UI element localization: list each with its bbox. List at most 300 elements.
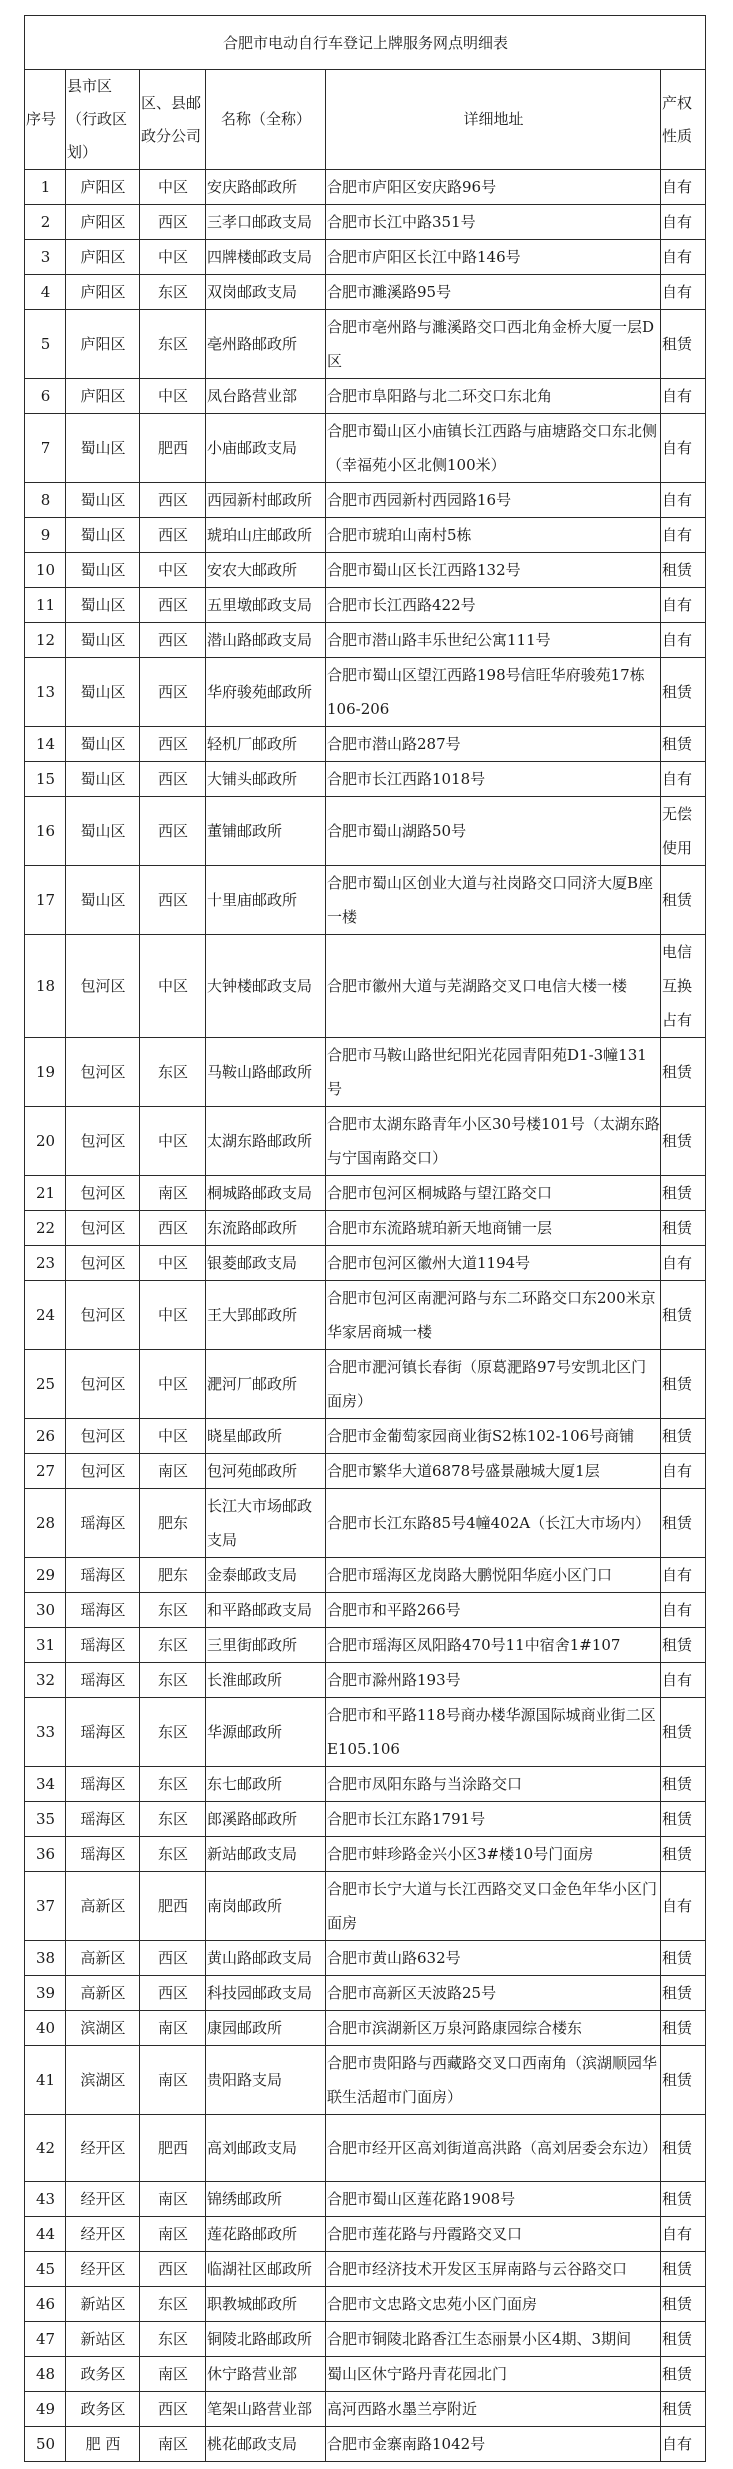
cell-name: 锦绣邮政所 [206, 2182, 326, 2217]
cell-property: 租赁 [661, 2392, 706, 2427]
cell-no: 12 [25, 623, 66, 658]
cell-branch: 肥东 [140, 1558, 206, 1593]
cell-property: 租赁 [661, 1767, 706, 1802]
cell-name: 康园邮政所 [206, 2011, 326, 2046]
cell-property: 自有 [661, 170, 706, 205]
cell-district: 瑶海区 [66, 1802, 140, 1837]
cell-name: 马鞍山路邮政所 [206, 1038, 326, 1107]
cell-property: 租赁 [661, 2046, 706, 2115]
cell-district: 蜀山区 [66, 797, 140, 866]
service-points-table [24, 15, 706, 2462]
cell-district: 包河区 [66, 1107, 140, 1176]
cell-branch: 西区 [140, 1211, 206, 1246]
cell-branch: 西区 [140, 1941, 206, 1976]
cell-no: 49 [25, 2392, 66, 2427]
cell-name: 铜陵北路邮政所 [206, 2322, 326, 2357]
cell-no: 50 [25, 2427, 66, 2462]
cell-address: 合肥市长江西路1018号 [326, 762, 661, 797]
cell-name: 太湖东路邮政所 [206, 1107, 326, 1176]
cell-district: 滨湖区 [66, 2046, 140, 2115]
cell-address: 合肥市徽州大道与芜湖路交叉口电信大楼一楼 [326, 935, 661, 1038]
table-row [25, 1246, 706, 1281]
cell-property: 租赁 [661, 1419, 706, 1454]
cell-district: 庐阳区 [66, 310, 140, 379]
cell-district: 经开区 [66, 2115, 140, 2182]
cell-property: 自有 [661, 623, 706, 658]
cell-district: 瑶海区 [66, 1489, 140, 1558]
cell-branch: 西区 [140, 588, 206, 623]
cell-name: 小庙邮政支局 [206, 414, 326, 483]
cell-property: 自有 [661, 483, 706, 518]
cell-property: 租赁 [661, 1802, 706, 1837]
cell-branch: 东区 [140, 2322, 206, 2357]
cell-address: 合肥市蜀山区莲花路1908号 [326, 2182, 661, 2217]
cell-address: 合肥市莲花路与丹霞路交叉口 [326, 2217, 661, 2252]
cell-address: 合肥市蜀山区小庙镇长江西路与庙塘路交口东北侧（幸福苑小区北侧100米） [326, 414, 661, 483]
cell-name: 华源邮政所 [206, 1698, 326, 1767]
cell-address: 合肥市东流路琥珀新天地商铺一层 [326, 1211, 661, 1246]
table-row [25, 1558, 706, 1593]
table-row [25, 170, 706, 205]
cell-property: 自有 [661, 1663, 706, 1698]
cell-no: 34 [25, 1767, 66, 1802]
cell-address: 合肥市瑶海区龙岗路大鹏悦阳华庭小区门口 [326, 1558, 661, 1593]
cell-property: 租赁 [661, 1038, 706, 1107]
cell-no: 29 [25, 1558, 66, 1593]
cell-district: 瑶海区 [66, 1593, 140, 1628]
cell-name: 科技园邮政支局 [206, 1976, 326, 2011]
cell-address: 合肥市西园新村西园路16号 [326, 483, 661, 518]
cell-district: 瑶海区 [66, 1558, 140, 1593]
cell-no: 4 [25, 275, 66, 310]
cell-district: 庐阳区 [66, 240, 140, 275]
cell-branch: 东区 [140, 1698, 206, 1767]
table-row [25, 1976, 706, 2011]
cell-no: 40 [25, 2011, 66, 2046]
cell-no: 11 [25, 588, 66, 623]
cell-property: 自有 [661, 240, 706, 275]
cell-property: 租赁 [661, 1176, 706, 1211]
cell-district: 包河区 [66, 1454, 140, 1489]
cell-name: 笔架山路营业部 [206, 2392, 326, 2427]
cell-branch: 东区 [140, 1767, 206, 1802]
cell-district: 滨湖区 [66, 2011, 140, 2046]
cell-district: 蜀山区 [66, 414, 140, 483]
table-row [25, 1176, 706, 1211]
cell-branch: 东区 [140, 310, 206, 379]
cell-name: 职教城邮政所 [206, 2287, 326, 2322]
cell-property: 自有 [661, 205, 706, 240]
cell-district: 包河区 [66, 1211, 140, 1246]
cell-no: 47 [25, 2322, 66, 2357]
table-row [25, 1767, 706, 1802]
cell-property: 租赁 [661, 727, 706, 762]
cell-name: 郎溪路邮政所 [206, 1802, 326, 1837]
table-row [25, 866, 706, 935]
cell-district: 蜀山区 [66, 553, 140, 588]
cell-no: 8 [25, 483, 66, 518]
cell-district: 庐阳区 [66, 275, 140, 310]
cell-address: 合肥市蚌珍路金兴小区3#楼10号门面房 [326, 1837, 661, 1872]
table-row [25, 205, 706, 240]
cell-no: 33 [25, 1698, 66, 1767]
cell-address: 合肥市阜阳路与北二环交口东北角 [326, 379, 661, 414]
cell-district: 包河区 [66, 1419, 140, 1454]
cell-address: 合肥市长江东路1791号 [326, 1802, 661, 1837]
cell-name: 十里庙邮政所 [206, 866, 326, 935]
cell-property: 租赁 [661, 1941, 706, 1976]
table-row [25, 658, 706, 727]
cell-address: 合肥市濉溪路95号 [326, 275, 661, 310]
table-row [25, 1628, 706, 1663]
cell-name: 淝河厂邮政所 [206, 1350, 326, 1419]
cell-branch: 南区 [140, 2217, 206, 2252]
cell-no: 2 [25, 205, 66, 240]
cell-branch: 东区 [140, 1593, 206, 1628]
cell-property: 租赁 [661, 1211, 706, 1246]
cell-property: 租赁 [661, 2322, 706, 2357]
cell-no: 26 [25, 1419, 66, 1454]
cell-branch: 南区 [140, 2182, 206, 2217]
cell-district: 蜀山区 [66, 623, 140, 658]
cell-district: 包河区 [66, 1281, 140, 1350]
cell-branch: 东区 [140, 2287, 206, 2322]
table-row [25, 1698, 706, 1767]
table-row [25, 2427, 706, 2462]
cell-branch: 中区 [140, 1246, 206, 1281]
cell-address: 合肥市滨湖新区万泉河路康园综合楼东 [326, 2011, 661, 2046]
table-row [25, 762, 706, 797]
cell-name: 长江大市场邮政支局 [206, 1489, 326, 1558]
cell-address: 合肥市铜陵北路香江生态丽景小区4期、3期间 [326, 2322, 661, 2357]
cell-no: 20 [25, 1107, 66, 1176]
cell-address: 合肥市包河区南淝河路与东二环路交口东200米京华家居商城一楼 [326, 1281, 661, 1350]
cell-branch: 西区 [140, 1976, 206, 2011]
cell-address: 合肥市包河区桐城路与望江路交口 [326, 1176, 661, 1211]
cell-district: 蜀山区 [66, 518, 140, 553]
cell-branch: 肥西 [140, 414, 206, 483]
cell-property: 租赁 [661, 2011, 706, 2046]
cell-district: 庐阳区 [66, 379, 140, 414]
table-row [25, 2217, 706, 2252]
cell-no: 32 [25, 1663, 66, 1698]
cell-name: 三里街邮政所 [206, 1628, 326, 1663]
cell-district: 包河区 [66, 1176, 140, 1211]
cell-no: 3 [25, 240, 66, 275]
cell-name: 轻机厂邮政所 [206, 727, 326, 762]
cell-no: 9 [25, 518, 66, 553]
header-no: 序号 [25, 70, 66, 170]
cell-no: 7 [25, 414, 66, 483]
cell-no: 39 [25, 1976, 66, 2011]
cell-address: 合肥市庐阳区长江中路146号 [326, 240, 661, 275]
cell-branch: 东区 [140, 1628, 206, 1663]
cell-property: 自有 [661, 762, 706, 797]
cell-district: 庐阳区 [66, 170, 140, 205]
cell-branch: 南区 [140, 1454, 206, 1489]
cell-address: 合肥市淝河镇长春街（原葛淝路97号安凯北区门面房） [326, 1350, 661, 1419]
cell-property: 租赁 [661, 658, 706, 727]
cell-district: 蜀山区 [66, 588, 140, 623]
cell-branch: 西区 [140, 518, 206, 553]
table-row [25, 2392, 706, 2427]
cell-name: 包河苑邮政所 [206, 1454, 326, 1489]
cell-no: 6 [25, 379, 66, 414]
cell-branch: 南区 [140, 2011, 206, 2046]
cell-property: 租赁 [661, 1976, 706, 2011]
cell-branch: 南区 [140, 1176, 206, 1211]
cell-district: 瑶海区 [66, 1628, 140, 1663]
cell-no: 16 [25, 797, 66, 866]
cell-address: 合肥市长江东路85号4幢402A（长江大市场内） [326, 1489, 661, 1558]
cell-branch: 中区 [140, 240, 206, 275]
cell-property: 自有 [661, 1593, 706, 1628]
cell-name: 金泰邮政支局 [206, 1558, 326, 1593]
cell-name: 桐城路邮政支局 [206, 1176, 326, 1211]
cell-property: 自有 [661, 275, 706, 310]
cell-district: 蜀山区 [66, 762, 140, 797]
cell-no: 13 [25, 658, 66, 727]
cell-address: 合肥市潜山路丰乐世纪公寓111号 [326, 623, 661, 658]
cell-name: 三孝口邮政支局 [206, 205, 326, 240]
cell-property: 自有 [661, 1454, 706, 1489]
cell-district: 蜀山区 [66, 483, 140, 518]
cell-no: 15 [25, 762, 66, 797]
cell-branch: 东区 [140, 1837, 206, 1872]
cell-district: 蜀山区 [66, 866, 140, 935]
cell-no: 36 [25, 1837, 66, 1872]
cell-no: 44 [25, 2217, 66, 2252]
cell-name: 黄山路邮政支局 [206, 1941, 326, 1976]
cell-branch: 西区 [140, 2392, 206, 2427]
cell-branch: 中区 [140, 1107, 206, 1176]
cell-district: 瑶海区 [66, 1663, 140, 1698]
cell-property: 租赁 [661, 1489, 706, 1558]
cell-property: 租赁 [661, 553, 706, 588]
cell-address: 合肥市包河区徽州大道1194号 [326, 1246, 661, 1281]
cell-no: 17 [25, 866, 66, 935]
cell-name: 休宁路营业部 [206, 2357, 326, 2392]
cell-branch: 东区 [140, 1038, 206, 1107]
table-row [25, 1038, 706, 1107]
table-row [25, 1593, 706, 1628]
table-row [25, 797, 706, 866]
cell-property: 自有 [661, 2217, 706, 2252]
cell-name: 莲花路邮政所 [206, 2217, 326, 2252]
cell-property: 电信互换占有 [661, 935, 706, 1038]
cell-branch: 中区 [140, 935, 206, 1038]
header-row [25, 70, 706, 170]
cell-address: 合肥市蜀山湖路50号 [326, 797, 661, 866]
cell-address: 合肥市琥珀山南村5栋 [326, 518, 661, 553]
header-name: 名称（全称） [206, 70, 326, 170]
cell-district: 肥 西 [66, 2427, 140, 2462]
cell-address: 合肥市蜀山区长江西路132号 [326, 553, 661, 588]
cell-branch: 西区 [140, 483, 206, 518]
cell-district: 经开区 [66, 2182, 140, 2217]
cell-branch: 中区 [140, 379, 206, 414]
cell-no: 19 [25, 1038, 66, 1107]
cell-property: 租赁 [661, 866, 706, 935]
cell-branch: 肥西 [140, 2115, 206, 2182]
cell-name: 临湖社区邮政所 [206, 2252, 326, 2287]
header-branch: 区、县邮政分公司 [140, 70, 206, 170]
cell-name: 董铺邮政所 [206, 797, 326, 866]
cell-no: 35 [25, 1802, 66, 1837]
cell-name: 东流路邮政所 [206, 1211, 326, 1246]
table-row [25, 1419, 706, 1454]
cell-no: 14 [25, 727, 66, 762]
cell-name: 安农大邮政所 [206, 553, 326, 588]
cell-no: 5 [25, 310, 66, 379]
cell-name: 琥珀山庄邮政所 [206, 518, 326, 553]
table-row [25, 2252, 706, 2287]
cell-branch: 中区 [140, 1281, 206, 1350]
table-row [25, 2287, 706, 2322]
cell-branch: 中区 [140, 553, 206, 588]
cell-address: 合肥市滁州路193号 [326, 1663, 661, 1698]
header-district: 县市区（行政区划） [66, 70, 140, 170]
cell-name: 长淮邮政所 [206, 1663, 326, 1698]
cell-address: 合肥市长宁大道与长江西路交叉口金色年华小区门面房 [326, 1872, 661, 1941]
table-row [25, 2357, 706, 2392]
cell-branch: 东区 [140, 275, 206, 310]
cell-district: 蜀山区 [66, 727, 140, 762]
cell-property: 自有 [661, 1558, 706, 1593]
cell-no: 24 [25, 1281, 66, 1350]
cell-address: 合肥市和平路266号 [326, 1593, 661, 1628]
cell-no: 23 [25, 1246, 66, 1281]
cell-address: 合肥市经济技术开发区玉屏南路与云谷路交口 [326, 2252, 661, 2287]
cell-property: 无偿使用 [661, 797, 706, 866]
cell-branch: 西区 [140, 658, 206, 727]
cell-address: 合肥市瑶海区凤阳路470号11中宿舍1#107 [326, 1628, 661, 1663]
cell-no: 45 [25, 2252, 66, 2287]
table-row [25, 310, 706, 379]
cell-branch: 南区 [140, 2427, 206, 2462]
cell-property: 租赁 [661, 1837, 706, 1872]
cell-branch: 西区 [140, 762, 206, 797]
cell-branch: 肥东 [140, 1489, 206, 1558]
cell-district: 庐阳区 [66, 205, 140, 240]
cell-address: 合肥市凤阳东路与当涂路交口 [326, 1767, 661, 1802]
table-row [25, 553, 706, 588]
cell-district: 政务区 [66, 2357, 140, 2392]
table-row [25, 1837, 706, 1872]
cell-property: 租赁 [661, 2357, 706, 2392]
table-row [25, 275, 706, 310]
cell-address: 合肥市金葡萄家园商业街S2栋102-106号商铺 [326, 1419, 661, 1454]
cell-no: 30 [25, 1593, 66, 1628]
cell-branch: 中区 [140, 170, 206, 205]
cell-property: 自有 [661, 379, 706, 414]
table-title: 合肥市电动自行车登记上牌服务网点明细表 [25, 16, 706, 70]
cell-name: 双岗邮政支局 [206, 275, 326, 310]
cell-district: 新站区 [66, 2322, 140, 2357]
cell-district: 政务区 [66, 2392, 140, 2427]
cell-no: 31 [25, 1628, 66, 1663]
table-row [25, 1454, 706, 1489]
table-row [25, 1281, 706, 1350]
table-row [25, 1872, 706, 1941]
cell-property: 自有 [661, 414, 706, 483]
cell-name: 华府骏苑邮政所 [206, 658, 326, 727]
table-row [25, 2011, 706, 2046]
cell-name: 凤台路营业部 [206, 379, 326, 414]
cell-district: 包河区 [66, 935, 140, 1038]
cell-name: 和平路邮政支局 [206, 1593, 326, 1628]
cell-branch: 西区 [140, 623, 206, 658]
cell-property: 租赁 [661, 2252, 706, 2287]
table-row [25, 2046, 706, 2115]
cell-property: 租赁 [661, 2182, 706, 2217]
table-row [25, 2115, 706, 2182]
table-row [25, 2322, 706, 2357]
cell-branch: 西区 [140, 2252, 206, 2287]
cell-district: 高新区 [66, 1976, 140, 2011]
cell-address: 合肥市黄山路632号 [326, 1941, 661, 1976]
cell-district: 包河区 [66, 1038, 140, 1107]
cell-district: 高新区 [66, 1941, 140, 1976]
table-row [25, 1350, 706, 1419]
table-row [25, 1663, 706, 1698]
cell-address: 合肥市金寨南路1042号 [326, 2427, 661, 2462]
cell-name: 大铺头邮政所 [206, 762, 326, 797]
cell-no: 1 [25, 170, 66, 205]
cell-district: 经开区 [66, 2217, 140, 2252]
table-row [25, 518, 706, 553]
cell-property: 租赁 [661, 310, 706, 379]
cell-address: 合肥市和平路118号商办楼华源国际城商业街二区E105.106 [326, 1698, 661, 1767]
cell-property: 租赁 [661, 1350, 706, 1419]
cell-name: 银菱邮政支局 [206, 1246, 326, 1281]
cell-address: 合肥市潜山路287号 [326, 727, 661, 762]
cell-no: 41 [25, 2046, 66, 2115]
cell-property: 租赁 [661, 1281, 706, 1350]
cell-no: 46 [25, 2287, 66, 2322]
cell-branch: 西区 [140, 866, 206, 935]
cell-branch: 肥西 [140, 1872, 206, 1941]
cell-address: 合肥市太湖东路青年小区30号楼101号（太湖东路与宁国南路交口） [326, 1107, 661, 1176]
cell-branch: 东区 [140, 1663, 206, 1698]
cell-no: 37 [25, 1872, 66, 1941]
cell-name: 东七邮政所 [206, 1767, 326, 1802]
cell-name: 五里墩邮政支局 [206, 588, 326, 623]
cell-property: 自有 [661, 588, 706, 623]
table-row [25, 1107, 706, 1176]
table-row [25, 240, 706, 275]
cell-address: 合肥市经开区高刘街道高洪路（高刘居委会东边） [326, 2115, 661, 2182]
table-row [25, 414, 706, 483]
cell-no: 42 [25, 2115, 66, 2182]
cell-no: 43 [25, 2182, 66, 2217]
cell-property: 租赁 [661, 2115, 706, 2182]
cell-property: 租赁 [661, 1698, 706, 1767]
cell-address: 合肥市蜀山区望江西路198号信旺华府骏苑17栋106-206 [326, 658, 661, 727]
table-row [25, 1802, 706, 1837]
cell-no: 25 [25, 1350, 66, 1419]
cell-no: 27 [25, 1454, 66, 1489]
header-property: 产权性质 [661, 70, 706, 170]
cell-branch: 南区 [140, 2046, 206, 2115]
cell-name: 潜山路邮政支局 [206, 623, 326, 658]
cell-address: 合肥市贵阳路与西藏路交叉口西南角（滨湖顺园华联生活超市门面房） [326, 2046, 661, 2115]
cell-district: 包河区 [66, 1350, 140, 1419]
cell-address: 合肥市长江中路351号 [326, 205, 661, 240]
cell-branch: 西区 [140, 205, 206, 240]
cell-no: 21 [25, 1176, 66, 1211]
cell-address: 合肥市马鞍山路世纪阳光花园青阳苑D1-3幢131号 [326, 1038, 661, 1107]
